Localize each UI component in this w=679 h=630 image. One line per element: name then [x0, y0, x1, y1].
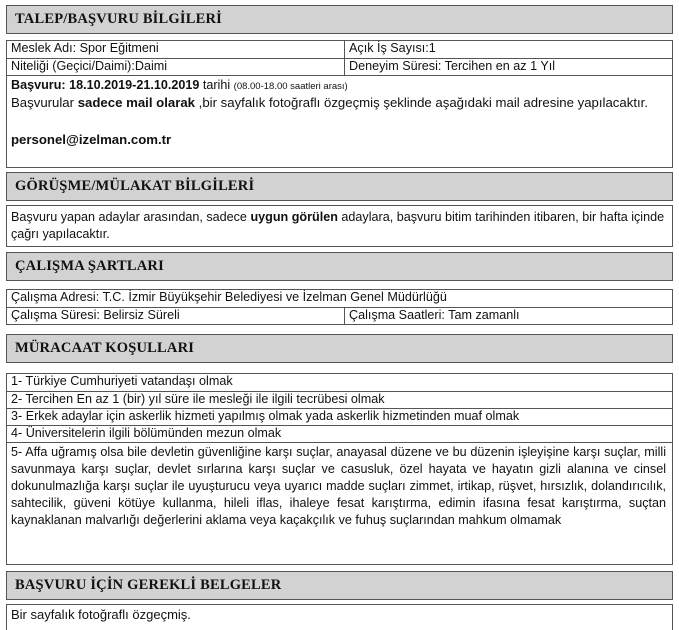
gorusme-text	[11, 209, 666, 243]
mail-instruction	[11, 94, 666, 112]
calisma-suresi-cell: Çalışma Süresi: Belirsiz Süreli	[11, 308, 180, 322]
calisma-sure-row	[7, 307, 672, 324]
belgeler-box	[6, 604, 673, 630]
gorusme-text-bold: uygun görülen	[250, 210, 338, 224]
muracaat-item	[7, 408, 672, 425]
calisma-adres-row	[7, 290, 672, 307]
deneyim-cell: Deneyim Süresi: Tercihen en az 1 Yıl	[344, 59, 672, 75]
acik-is-cell: Açık İş Sayısı:1	[344, 41, 672, 58]
gorusme-text-1: Başvuru yapan adaylar arasından, sadece	[11, 210, 251, 224]
meslek-cell: Meslek Adı: Spor Eğitmeni	[11, 41, 159, 55]
niteligi-cell: Niteliği (Geçici/Daimi):Daimi	[11, 59, 168, 73]
mail-text-bold: sadece mail olarak	[77, 95, 195, 110]
basvuru-tarihi: tarihi	[199, 78, 234, 92]
muracaat-item-5: 5- Affa uğramış olsa bile devletin güvenliğine karşı suçlar, anayasal düzene ve bu düzenin işleyişine karşı suçlar, milli savunmaya karşı suçlar, devlet sırlarına karşı suçlar ve casusluk, özel hayata ve hayatın gizli alanına ve cinsel dokunulmazlığa karşı suçlar ile uyuşturucu veya uyarıcı madde suçları zimmet, irtikap, rüşvet, hırsızlık, dolandırıcılık, sahtecilik, güveni kötüye kullanma, hileli iflas, ihaleye fesat karıştırma, edimin ifasına fesat karıştırma, suçtan kaynaklanan malvarlığı değerlerini aklama veya kaçakçılık ve fuhuş suçlarından mahkum olmamak	[11, 445, 666, 527]
calisma-saatleri-cell: Çalışma Saatleri: Tam zamanlı	[344, 308, 672, 324]
section-header-muracaat: MÜRACAAT KOŞULLARI	[6, 334, 673, 363]
section-header-belgeler: BAŞVURU İÇİN GEREKLİ BELGELER	[6, 571, 673, 600]
job-posting-document	[6, 0, 673, 630]
basvuru-hours: (08.00-18.00 saatleri arası)	[233, 81, 348, 92]
muracaat-item-2: 2- Tercihen En az 1 (bir) yıl süre ile mesleği ile ilgili tecrübesi olmak	[11, 392, 385, 406]
section-header-talep: TALEP/BAŞVURU BİLGİLERİ	[6, 5, 673, 34]
muracaat-item	[7, 391, 672, 408]
muracaat-item	[7, 425, 672, 442]
section-header-calisma: ÇALIŞMA ŞARTLARI	[6, 252, 673, 281]
muracaat-item-1: 1- Türkiye Cumhuriyeti vatandaşı olmak	[11, 374, 233, 388]
niteligi-row	[7, 58, 672, 75]
gorusme-text-2: adaylara, başvuru bitim tarihinden itibaren, bir hafta içinde çağrı yapılacaktır.	[11, 210, 665, 241]
basvuru-dates: 18.10.2019-21.10.2019	[69, 78, 200, 92]
email-address: personel@izelman.com.tr	[11, 132, 172, 147]
mail-text-1: Başvurular	[11, 95, 78, 110]
muracaat-item	[7, 374, 672, 391]
basvuru-line	[11, 77, 666, 95]
belgeler-text: Bir sayfalık fotoğraflı özgeçmiş.	[11, 607, 191, 622]
talep-box	[6, 40, 673, 168]
gorusme-box	[6, 205, 673, 247]
basvuru-label: Başvuru:	[11, 78, 66, 92]
muracaat-item-3: 3- Erkek adaylar için askerlik hizmeti yapılmış olmak yada askerlik hizmetinden muaf olmak	[11, 409, 520, 423]
basvuru-row	[7, 75, 672, 167]
muracaat-item-4: 4- Üniversitelerin ilgili bölümünden mezun olmak	[11, 426, 282, 440]
calisma-box	[6, 289, 673, 325]
calisma-adres-cell: Çalışma Adresi: T.C. İzmir Büyükşehir Belediyesi ve İzelman Genel Müdürlüğü	[11, 290, 447, 304]
mail-text-2: ,bir sayfalık fotoğraflı özgeçmiş şeklinde aşağıdaki mail adresine yapılacaktır.	[195, 95, 648, 110]
meslek-row	[7, 41, 672, 58]
section-header-gorusme: GÖRÜŞME/MÜLAKAT BİLGİLERİ	[6, 172, 673, 201]
muracaat-box	[6, 373, 673, 565]
muracaat-item	[7, 442, 672, 564]
